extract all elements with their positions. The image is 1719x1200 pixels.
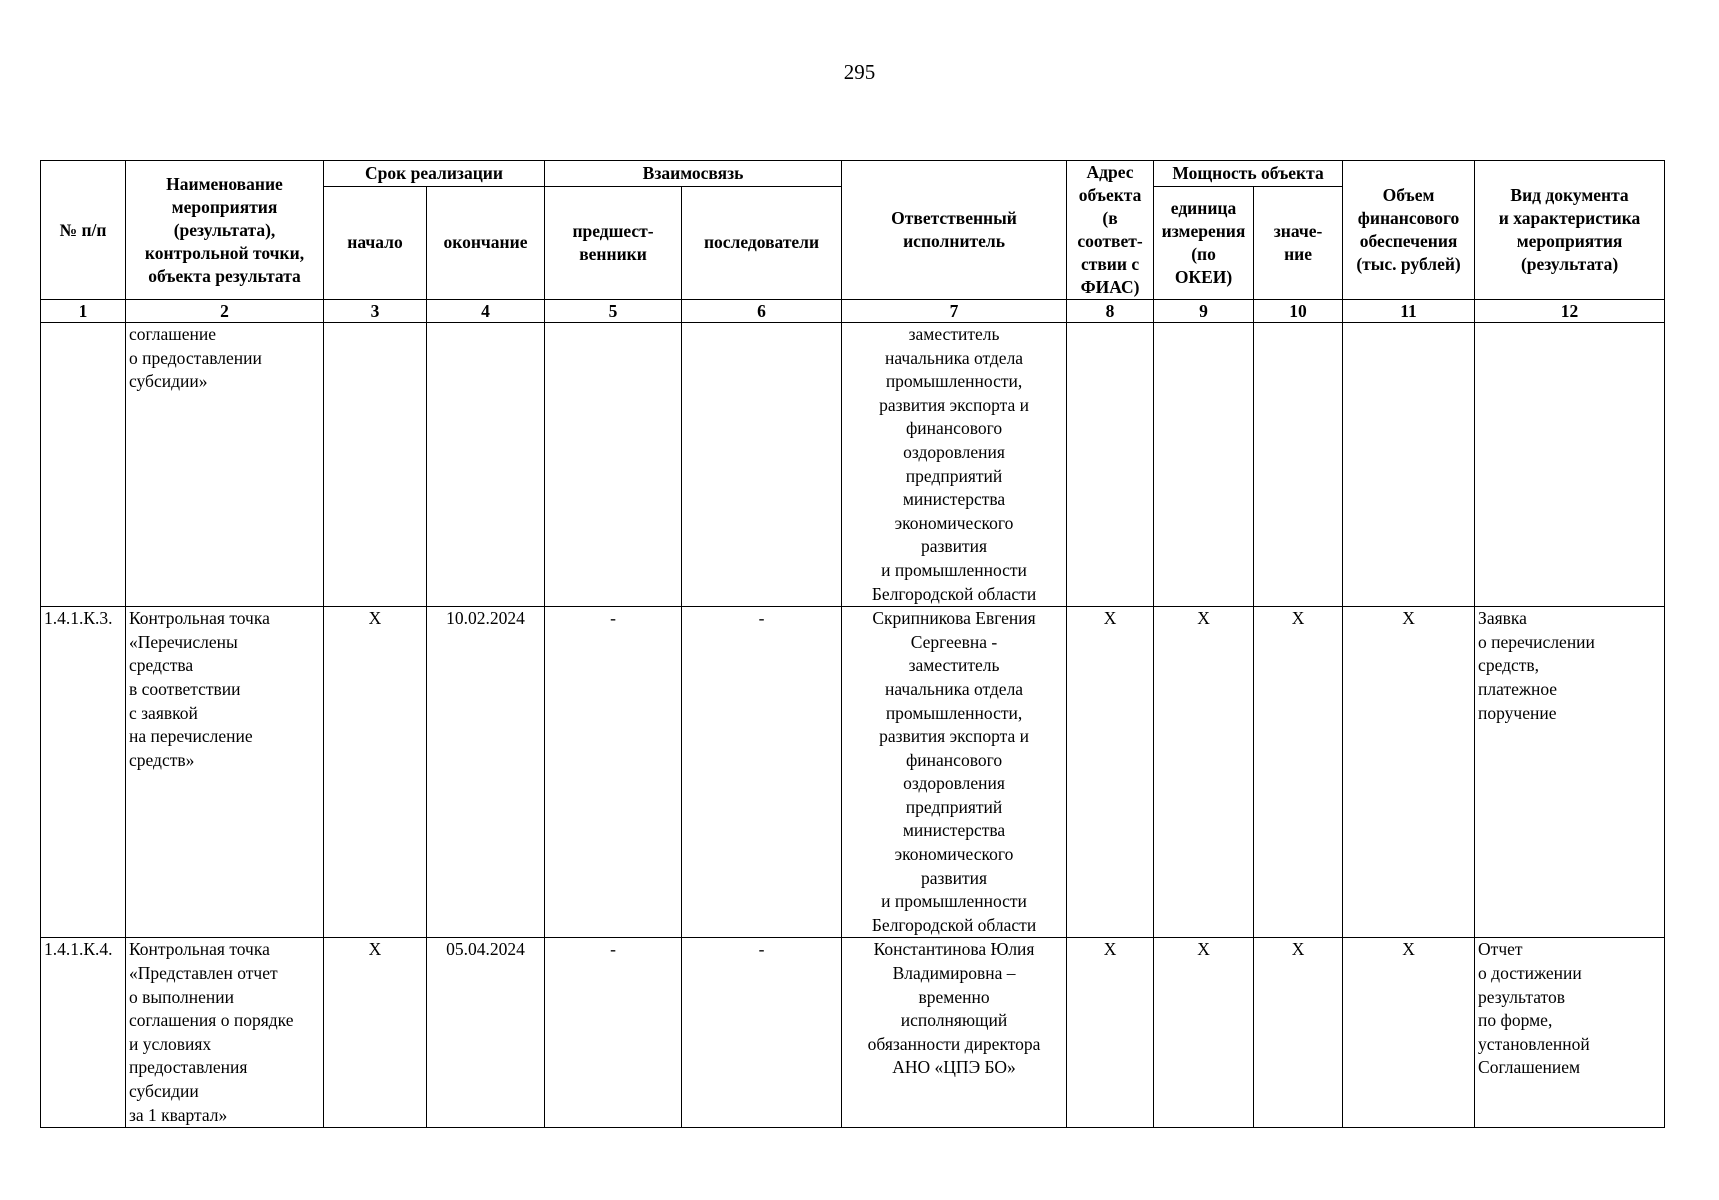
text-line: промышленности, <box>885 702 1023 723</box>
text-line: о перечислении <box>1478 631 1595 652</box>
text-line: венники <box>579 243 647 264</box>
text-line: поручение <box>1478 702 1557 723</box>
text-line: Белгородской области <box>871 583 1037 604</box>
column-number: 11 <box>1343 300 1475 323</box>
cell-document <box>1475 938 1665 1128</box>
table-row <box>41 607 1665 938</box>
text-line: соглашение <box>129 324 217 344</box>
cell-responsible <box>842 323 1067 607</box>
text-line: за 1 квартал» <box>129 1104 228 1125</box>
text-line: Константинова Юлия <box>873 939 1035 960</box>
cell-successors: - <box>682 938 842 1128</box>
cell-value: X <box>1254 607 1343 938</box>
cell-start: X <box>324 607 427 938</box>
cell-name <box>126 323 324 607</box>
cell-predecessors <box>545 323 682 607</box>
text-line: мероприятия <box>1516 231 1623 251</box>
cell-document <box>1475 323 1665 607</box>
cell-document <box>1475 607 1665 938</box>
cell-unit: X <box>1154 607 1254 938</box>
text-line: экономического <box>894 844 1014 865</box>
text-line: промышленности, <box>885 371 1023 392</box>
text-line: «Представлен отчет <box>129 963 278 984</box>
text-line: развития экспорта и <box>879 394 1029 415</box>
text-line: результатов <box>1478 986 1565 1007</box>
text-line: установленной <box>1478 1033 1590 1054</box>
header-responsible <box>842 161 1067 300</box>
cell-address <box>1067 323 1154 607</box>
text-line: предприятий <box>905 796 1003 817</box>
text-line: (в <box>1102 208 1118 228</box>
cell-address: X <box>1067 607 1154 938</box>
header-document <box>1475 161 1665 300</box>
text-line: начальника отдела <box>884 347 1024 368</box>
header-name <box>126 161 324 300</box>
text-line: на перечисление <box>129 726 253 747</box>
column-number: 1 <box>41 300 126 323</box>
text-line: исполняющий <box>900 1010 1008 1031</box>
table-row <box>41 938 1665 1128</box>
text-line: платежное <box>1478 678 1558 699</box>
header-link-group: Взаимосвязь <box>545 161 842 187</box>
text-line: объекта результата <box>148 265 301 286</box>
text-line: предоставления <box>129 1057 248 1078</box>
cell-volume: X <box>1343 607 1475 938</box>
column-number: 9 <box>1154 300 1254 323</box>
cell-value: X <box>1254 938 1343 1128</box>
header-unit <box>1154 186 1254 299</box>
cell-end: 05.04.2024 <box>427 938 545 1128</box>
text-line: Ответственный <box>891 208 1017 228</box>
text-line: Скрипникова Евгения <box>872 608 1036 629</box>
text-line: средства <box>129 655 194 676</box>
cell-name <box>126 938 324 1128</box>
text-line: единица <box>1170 197 1237 218</box>
cell-end <box>427 323 545 607</box>
text-line: объекта <box>1078 185 1142 205</box>
table-row <box>41 323 1665 607</box>
text-line: значе- <box>1273 220 1323 241</box>
text-line: предприятий <box>905 465 1003 486</box>
text-line: измерения <box>1161 220 1246 241</box>
column-number: 5 <box>545 300 682 323</box>
column-number: 10 <box>1254 300 1343 323</box>
text-line: Наименование <box>166 173 283 194</box>
cell-unit <box>1154 323 1254 607</box>
cell-num: 1.4.1.К.3. <box>41 607 126 938</box>
text-line: средств, <box>1478 655 1540 676</box>
text-line: обеспечения <box>1359 231 1458 251</box>
text-line: ОКЕИ) <box>1174 266 1233 287</box>
text-line: Контрольная точка <box>129 608 270 629</box>
text-line: (по <box>1191 243 1216 264</box>
header-volume <box>1343 161 1475 300</box>
text-line: с заявкой <box>129 702 198 723</box>
text-line: по форме, <box>1478 1010 1553 1031</box>
cell-volume <box>1343 323 1475 607</box>
text-line: субсидии <box>129 1081 199 1101</box>
text-line: исполнитель <box>903 231 1005 251</box>
text-line: экономического <box>894 512 1014 533</box>
cell-responsible <box>842 938 1067 1128</box>
text-line: ствии с <box>1080 254 1140 274</box>
text-line: заместитель <box>908 655 1000 676</box>
column-number: 3 <box>324 300 427 323</box>
text-line: Контрольная точка <box>129 939 270 960</box>
cell-predecessors: - <box>545 938 682 1128</box>
header-successors: последователи <box>682 186 842 299</box>
text-line: Владимировна – <box>892 963 1016 984</box>
column-number: 7 <box>842 300 1067 323</box>
column-number-row <box>41 300 1665 323</box>
text-line: министерства <box>902 820 1006 841</box>
header-end: окончание <box>427 186 545 299</box>
text-line: и характеристика <box>1498 208 1641 228</box>
text-line: и промышленности <box>881 891 1027 912</box>
text-line: и промышленности <box>881 559 1027 580</box>
text-line: развития экспорта и <box>879 726 1029 747</box>
text-line: финансового <box>905 749 1003 770</box>
cell-num <box>41 323 126 607</box>
text-line: развития <box>920 536 988 557</box>
text-line: мероприятия <box>171 196 278 217</box>
text-line: начальника отдела <box>884 678 1024 699</box>
header-term-group: Срок реализации <box>324 161 545 187</box>
text-line: финансового <box>1357 208 1460 228</box>
text-line: соответ- <box>1077 231 1143 251</box>
text-line: (результата) <box>1520 254 1619 274</box>
text-line: в соответствии <box>129 678 241 699</box>
text-line: средств» <box>129 749 195 770</box>
text-line: Объем <box>1382 185 1435 205</box>
column-number: 4 <box>427 300 545 323</box>
cell-num: 1.4.1.К.4. <box>41 938 126 1128</box>
cell-address: X <box>1067 938 1154 1128</box>
page-number: 295 <box>843 60 876 84</box>
cell-volume: X <box>1343 938 1475 1128</box>
text-line: (тыс. рублей) <box>1356 254 1461 274</box>
column-number: 12 <box>1475 300 1665 323</box>
cell-successors <box>682 323 842 607</box>
cell-start: X <box>324 938 427 1128</box>
text-line: контрольной точки, <box>144 242 305 263</box>
text-line: Заявка <box>1478 608 1527 629</box>
header-predecessors <box>545 186 682 299</box>
text-line: оздоровления <box>903 773 1005 794</box>
text-line: (результата), <box>173 219 276 240</box>
text-line: развития <box>920 867 988 888</box>
text-line: АНО «ЦПЭ БО» <box>892 1057 1016 1078</box>
cell-successors: - <box>682 607 842 938</box>
text-line: обязанности директора <box>867 1033 1041 1054</box>
text-line: и условиях <box>129 1033 212 1054</box>
text-line: соглашения о порядке <box>129 1010 294 1031</box>
text-line: Белгородской области <box>871 914 1037 935</box>
text-line: заместитель <box>908 324 1000 344</box>
column-number: 2 <box>126 300 324 323</box>
activity-plan-table <box>40 160 1665 1128</box>
cell-start <box>324 323 427 607</box>
text-line: субсидии» <box>129 371 208 392</box>
text-line: оздоровления <box>903 441 1005 462</box>
text-line: министерства <box>902 489 1006 510</box>
cell-predecessors: - <box>545 607 682 938</box>
text-line: Адрес <box>1086 162 1134 182</box>
text-line: ние <box>1284 243 1312 264</box>
text-line: Соглашением <box>1478 1057 1581 1078</box>
column-number: 8 <box>1067 300 1154 323</box>
header-start: начало <box>324 186 427 299</box>
cell-unit: X <box>1154 938 1254 1128</box>
text-line: ФИАС) <box>1080 277 1140 297</box>
cell-value <box>1254 323 1343 607</box>
text-line: предшест- <box>572 220 654 241</box>
cell-responsible <box>842 607 1067 938</box>
header-power-group: Мощность объекта <box>1154 161 1343 187</box>
cell-end: 10.02.2024 <box>427 607 545 938</box>
header-address <box>1067 161 1154 300</box>
cell-name <box>126 607 324 938</box>
text-line: Сергеевна - <box>910 631 998 652</box>
text-line: временно <box>918 986 990 1007</box>
text-line: о выполнении <box>129 986 234 1007</box>
header-num: № п/п <box>41 161 126 300</box>
header-value <box>1254 186 1343 299</box>
text-line: Отчет <box>1478 939 1523 960</box>
text-line: Вид документа <box>1510 185 1629 205</box>
text-line: о предоставлении <box>129 347 262 368</box>
text-line: о достижении <box>1478 963 1582 984</box>
text-line: финансового <box>905 418 1003 439</box>
text-line: «Перечислены <box>129 631 238 652</box>
column-number: 6 <box>682 300 842 323</box>
